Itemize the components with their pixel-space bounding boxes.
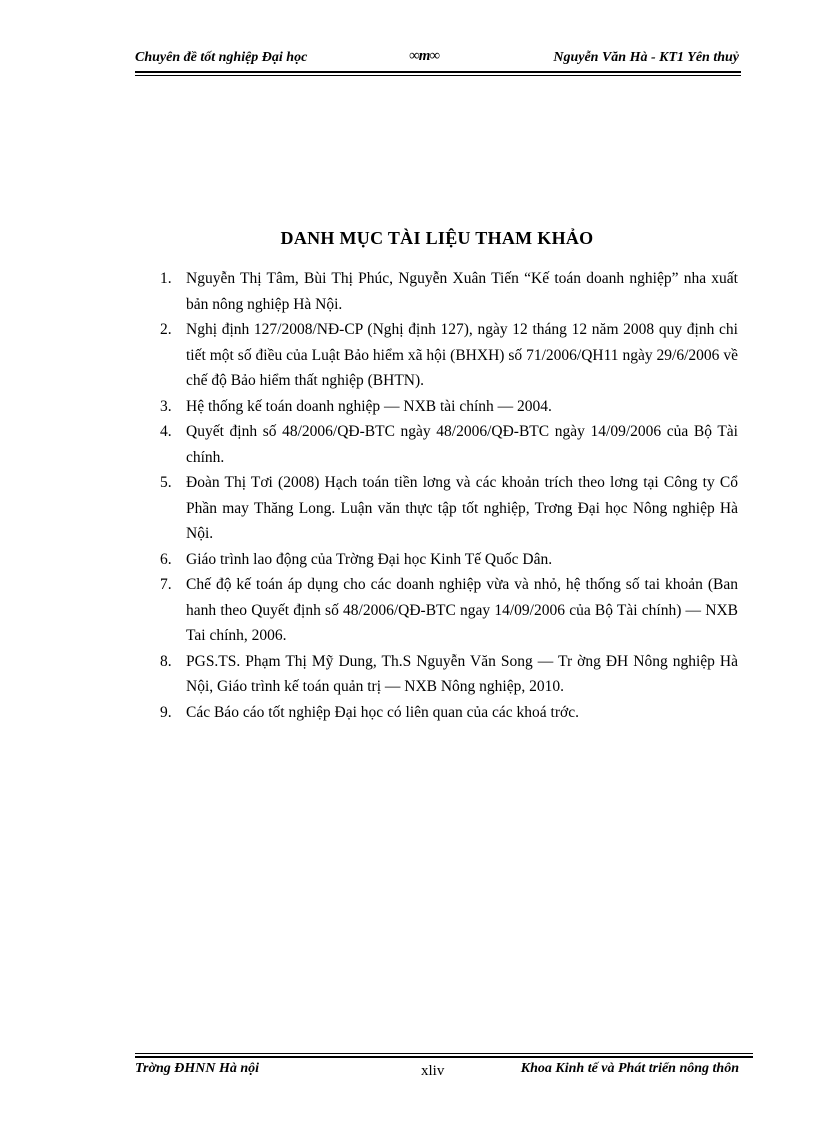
footer-right-text: Khoa Kinh tế và Phát triển nông thôn [520,1061,739,1076]
page-footer [135,1061,739,1083]
reference-item [160,700,738,726]
page-title: DANH MỤC TÀI LIỆU THAM KHẢO [280,228,594,248]
reference-number: 9. [160,703,172,721]
reference-text: Giáo trình lao động của Trờng Đại học Kinh Tế Quốc Dân. [186,550,553,568]
page-header [135,48,739,70]
reference-text: Đoàn Thị Tơi (2008) Hạch toán tiền lơng và các khoản trích theo lơng tại Công ty Cổ Phần may Thăng Long. Luận văn thực tập tốt nghiệp, Trơng Đại học Nông nghiệp Hà Nội. [186,474,738,542]
reference-text: Nguyễn Thị Tâm, Bùi Thị Phúc, Nguyễn Xuân Tiến “Kế toán doanh nghiệp” nha xuất bản nông nghiệp Hà Nội. [186,270,738,313]
reference-number: 1. [160,270,172,287]
header-right-text: Nguyễn Văn Hà - KT1 Yên thuỷ [553,50,739,65]
reference-item [160,470,738,547]
header-ornament: ∞m∞ [409,48,440,64]
reference-item [160,317,738,394]
reference-text: Chế độ kế toán áp dụng cho các doanh nghiệp vừa và nhỏ, hệ thống số tai khoản (Ban hanh theo Quyết định số 48/2006/QĐ-BTC ngay 14/09/2006 của Bộ Tài chính) — NXB Tai chính, 2006. [186,576,738,644]
footer-divider [135,1053,753,1058]
reference-number: 7. [160,576,172,593]
reference-item [160,547,738,573]
reference-number: 6. [160,550,172,568]
reference-number: 2. [160,321,172,338]
reference-item [160,266,738,317]
reference-text: PGS.TS. Phạm Thị Mỹ Dung, Th.S Nguyễn Văn Song — Tr ờng ĐH Nông nghiệp Hà Nội, Giáo trình kế toán quản trị — NXB Nông nghiệp, 2010. [186,652,738,695]
header-divider [135,71,741,76]
reference-item [160,419,738,470]
reference-number: 3. [160,397,172,415]
reference-text: Quyết định số 48/2006/QĐ-BTC ngày 48/2006/QĐ-BTC ngày 14/09/2006 của Bộ Tài chính. [186,423,738,466]
footer-left-text: Trờng ĐHNN Hà nội [135,1061,260,1076]
reference-item [160,572,738,649]
reference-text: Các Báo cáo tốt nghiệp Đại học có liên quan của các khoá trớc. [186,703,579,721]
reference-number: 4. [160,423,172,440]
reference-number: 5. [160,474,172,491]
reference-text: Nghị định 127/2008/NĐ-CP (Nghị định 127), ngày 12 tháng 12 năm 2008 quy định chi tiết một số điều của Luật Bảo hiểm xã hội (BHXH) số 71/2006/QH11 ngày 29/6/2006 về chế độ Bảo hiểm thất nghiệp (BHTN). [186,321,738,389]
reference-list [160,266,738,725]
reference-item [160,394,738,420]
header-left-text: Chuyên đề tốt nghiệp Đại học [135,50,308,65]
reference-number: 8. [160,652,172,670]
page-number: xliv [421,1063,445,1079]
reference-text: Hệ thống kế toán doanh nghiệp — NXB tài chính — 2004. [186,397,552,415]
reference-item [160,649,738,700]
